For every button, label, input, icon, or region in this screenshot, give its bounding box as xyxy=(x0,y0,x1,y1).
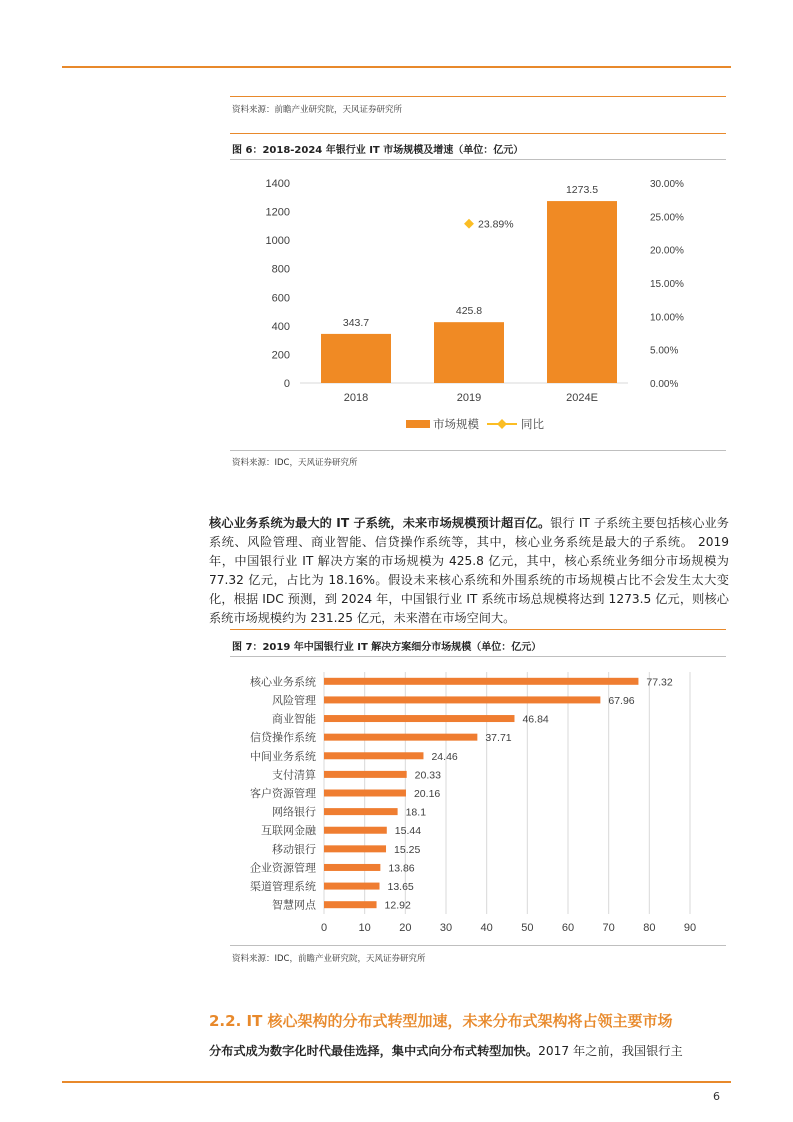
legend-label-line: 同比 xyxy=(521,419,544,431)
y-tick-label: 1400 xyxy=(265,178,290,190)
figure-6-top-rule xyxy=(230,133,726,134)
hbar-segment xyxy=(324,715,514,722)
hbar-segment xyxy=(324,883,380,890)
figure-6-title: 图 6：2018-2024 年银行业 IT 市场规模及增速（单位：亿元） xyxy=(232,145,524,156)
y2-tick-label: 25.00% xyxy=(650,212,684,224)
yoy-data-label: 23.89% xyxy=(478,218,514,231)
figure-6-chart xyxy=(230,165,726,445)
x-tick-label: 2019 xyxy=(456,392,482,404)
category-label: 风险管理 xyxy=(272,694,316,707)
x-tick-label: 70 xyxy=(602,922,615,934)
category-label: 网络银行 xyxy=(272,806,316,819)
category-label: 渠道管理系统 xyxy=(250,881,316,894)
legend-marker xyxy=(497,419,507,429)
y2-tick-label: 30.00% xyxy=(650,179,684,190)
y2-tick-label: 5.00% xyxy=(650,345,679,357)
section-heading: 2.2. IT 核心架构的分布式转型加速，未来分布式架构将占领主要市场 xyxy=(209,1012,673,1030)
category-label: 中间业务系统 xyxy=(250,750,316,763)
hbar-segment xyxy=(324,752,423,759)
hbar-data-label: 20.16 xyxy=(413,788,441,800)
hbar-data-label: 77.32 xyxy=(646,676,673,689)
category-label: 企业资源管理 xyxy=(250,862,316,875)
body-paragraph-2 xyxy=(209,1042,729,1061)
paragraph-1-text: 银行 IT 子系统主要包括核心业务系统、风险管理、商业智能、信贷操作系统等，其中，核心业务系统是最大的子系统。 2019 年，中国银行业 IT 解决方案的市场规模为 425.8 亿元，其中，核心系统业务细分市场规模为 77.32 亿元，占比为 18.16%。假设未来核心系统和外围系统的市场规模占比不会发生太大变化，根据 IDC 预测，到 2024 年，中国银行业 IT 系统市场总规模将达到 1273.5 亿元，则核心系统市场规模约为 231.25 亿元，未来潜在市场空间大。 xyxy=(209,516,729,625)
footer-rule xyxy=(62,1081,731,1083)
x-tick-label: 40 xyxy=(480,922,493,934)
hbar-segment xyxy=(324,734,477,741)
bar-market-size xyxy=(434,322,504,383)
hbar-segment xyxy=(324,901,377,908)
x-tick-label: 0 xyxy=(320,922,328,934)
hbar-data-label: 13.86 xyxy=(388,862,415,875)
figure-7-title-rule xyxy=(230,656,726,657)
hbar-data-label: 46.84 xyxy=(522,713,549,726)
page-number: 6 xyxy=(713,1090,720,1103)
hbar-data-label: 37.71 xyxy=(485,732,512,745)
figure-6-source: 资料来源：IDC，天风证券研究所 xyxy=(232,458,358,468)
figure-6-bottom-rule xyxy=(230,450,726,451)
hbar-data-label: 18.1 xyxy=(405,806,427,819)
hbar-data-label: 24.46 xyxy=(431,750,458,763)
hbar-segment xyxy=(324,808,398,815)
bar-data-label: 343.7 xyxy=(342,316,370,329)
category-label: 互联网金融 xyxy=(261,825,316,838)
y2-tick-label: 15.00% xyxy=(650,279,684,290)
header-rule xyxy=(62,66,731,68)
hbar-segment xyxy=(324,696,600,703)
hbar-segment xyxy=(324,790,406,797)
y2-tick-label: 20.00% xyxy=(650,245,684,257)
legend-label-bar: 市场规模 xyxy=(433,419,479,431)
hbar-segment xyxy=(324,827,387,834)
y-tick-label: 600 xyxy=(271,292,290,305)
hbar-data-label: 15.25 xyxy=(394,843,421,856)
x-tick-label: 90 xyxy=(683,922,697,934)
hbar-segment xyxy=(324,771,407,778)
category-label: 信贷操作系统 xyxy=(250,732,316,745)
figure-7-title: 图 7：2019 年中国银行业 IT 解决方案细分市场规模（单位：亿元） xyxy=(232,642,542,653)
x-tick-label: 10 xyxy=(358,922,371,934)
body-paragraph-1 xyxy=(209,514,729,628)
y-tick-label: 0 xyxy=(283,378,290,390)
source-top-rule xyxy=(230,96,726,97)
x-tick-label: 30 xyxy=(439,922,453,934)
bar-market-size xyxy=(547,201,617,383)
hbar-data-label: 15.44 xyxy=(394,825,422,838)
figure-7-bottom-rule xyxy=(230,945,726,946)
hbar-segment xyxy=(324,845,386,852)
bar-data-label: 1273.5 xyxy=(565,184,599,197)
x-tick-label: 20 xyxy=(399,922,412,934)
y-tick-label: 1200 xyxy=(265,206,290,219)
figure-7-chart xyxy=(230,662,726,944)
yoy-point xyxy=(464,219,474,229)
y2-tick-label: 0.00% xyxy=(650,379,679,390)
y-tick-label: 400 xyxy=(271,320,290,333)
hbar-data-label: 67.96 xyxy=(608,694,635,707)
hbar-data-label: 20.33 xyxy=(414,769,441,782)
x-tick-label: 2018 xyxy=(343,392,369,404)
hbar-segment xyxy=(324,864,380,871)
category-label: 客户资源管理 xyxy=(250,788,316,800)
hbar-segment xyxy=(324,678,638,685)
x-tick-label: 50 xyxy=(521,922,534,934)
bar-market-size xyxy=(321,334,391,383)
paragraph-2-text: 2017 年之前，我国银行主 xyxy=(538,1044,683,1058)
figure-6-title-rule xyxy=(230,159,726,160)
x-tick-label: 60 xyxy=(561,922,575,934)
category-label: 核心业务系统 xyxy=(250,676,316,689)
x-tick-label: 80 xyxy=(643,922,656,934)
category-label: 商业智能 xyxy=(272,713,316,726)
bar-data-label: 425.8 xyxy=(455,305,483,318)
hbar-data-label: 13.65 xyxy=(387,881,414,894)
paragraph-2-lead: 分布式成为数字化时代最佳选择，集中式向分布式转型加快。 xyxy=(209,1044,539,1058)
y-tick-label: 200 xyxy=(271,349,290,362)
x-tick-label: 2024E xyxy=(566,392,598,404)
category-label: 智慧网点 xyxy=(272,899,316,912)
category-label: 支付清算 xyxy=(272,769,316,782)
y-tick-label: 1000 xyxy=(265,235,290,248)
y2-tick-label: 10.00% xyxy=(650,312,684,324)
paragraph-1-lead: 核心业务系统为最大的 IT 子系统，未来市场规模预计超百亿。 xyxy=(209,516,551,530)
source-note-1: 资料来源：前瞻产业研究院，天风证券研究所 xyxy=(232,105,403,115)
figure-7-source: 资料来源：IDC，前瞻产业研究院，天风证券研究所 xyxy=(232,954,426,964)
legend-swatch-bar xyxy=(406,420,430,428)
figure-7-top-rule xyxy=(230,629,726,630)
hbar-data-label: 12.92 xyxy=(384,899,411,912)
category-label: 移动银行 xyxy=(272,843,316,856)
y-tick-label: 800 xyxy=(271,263,290,276)
